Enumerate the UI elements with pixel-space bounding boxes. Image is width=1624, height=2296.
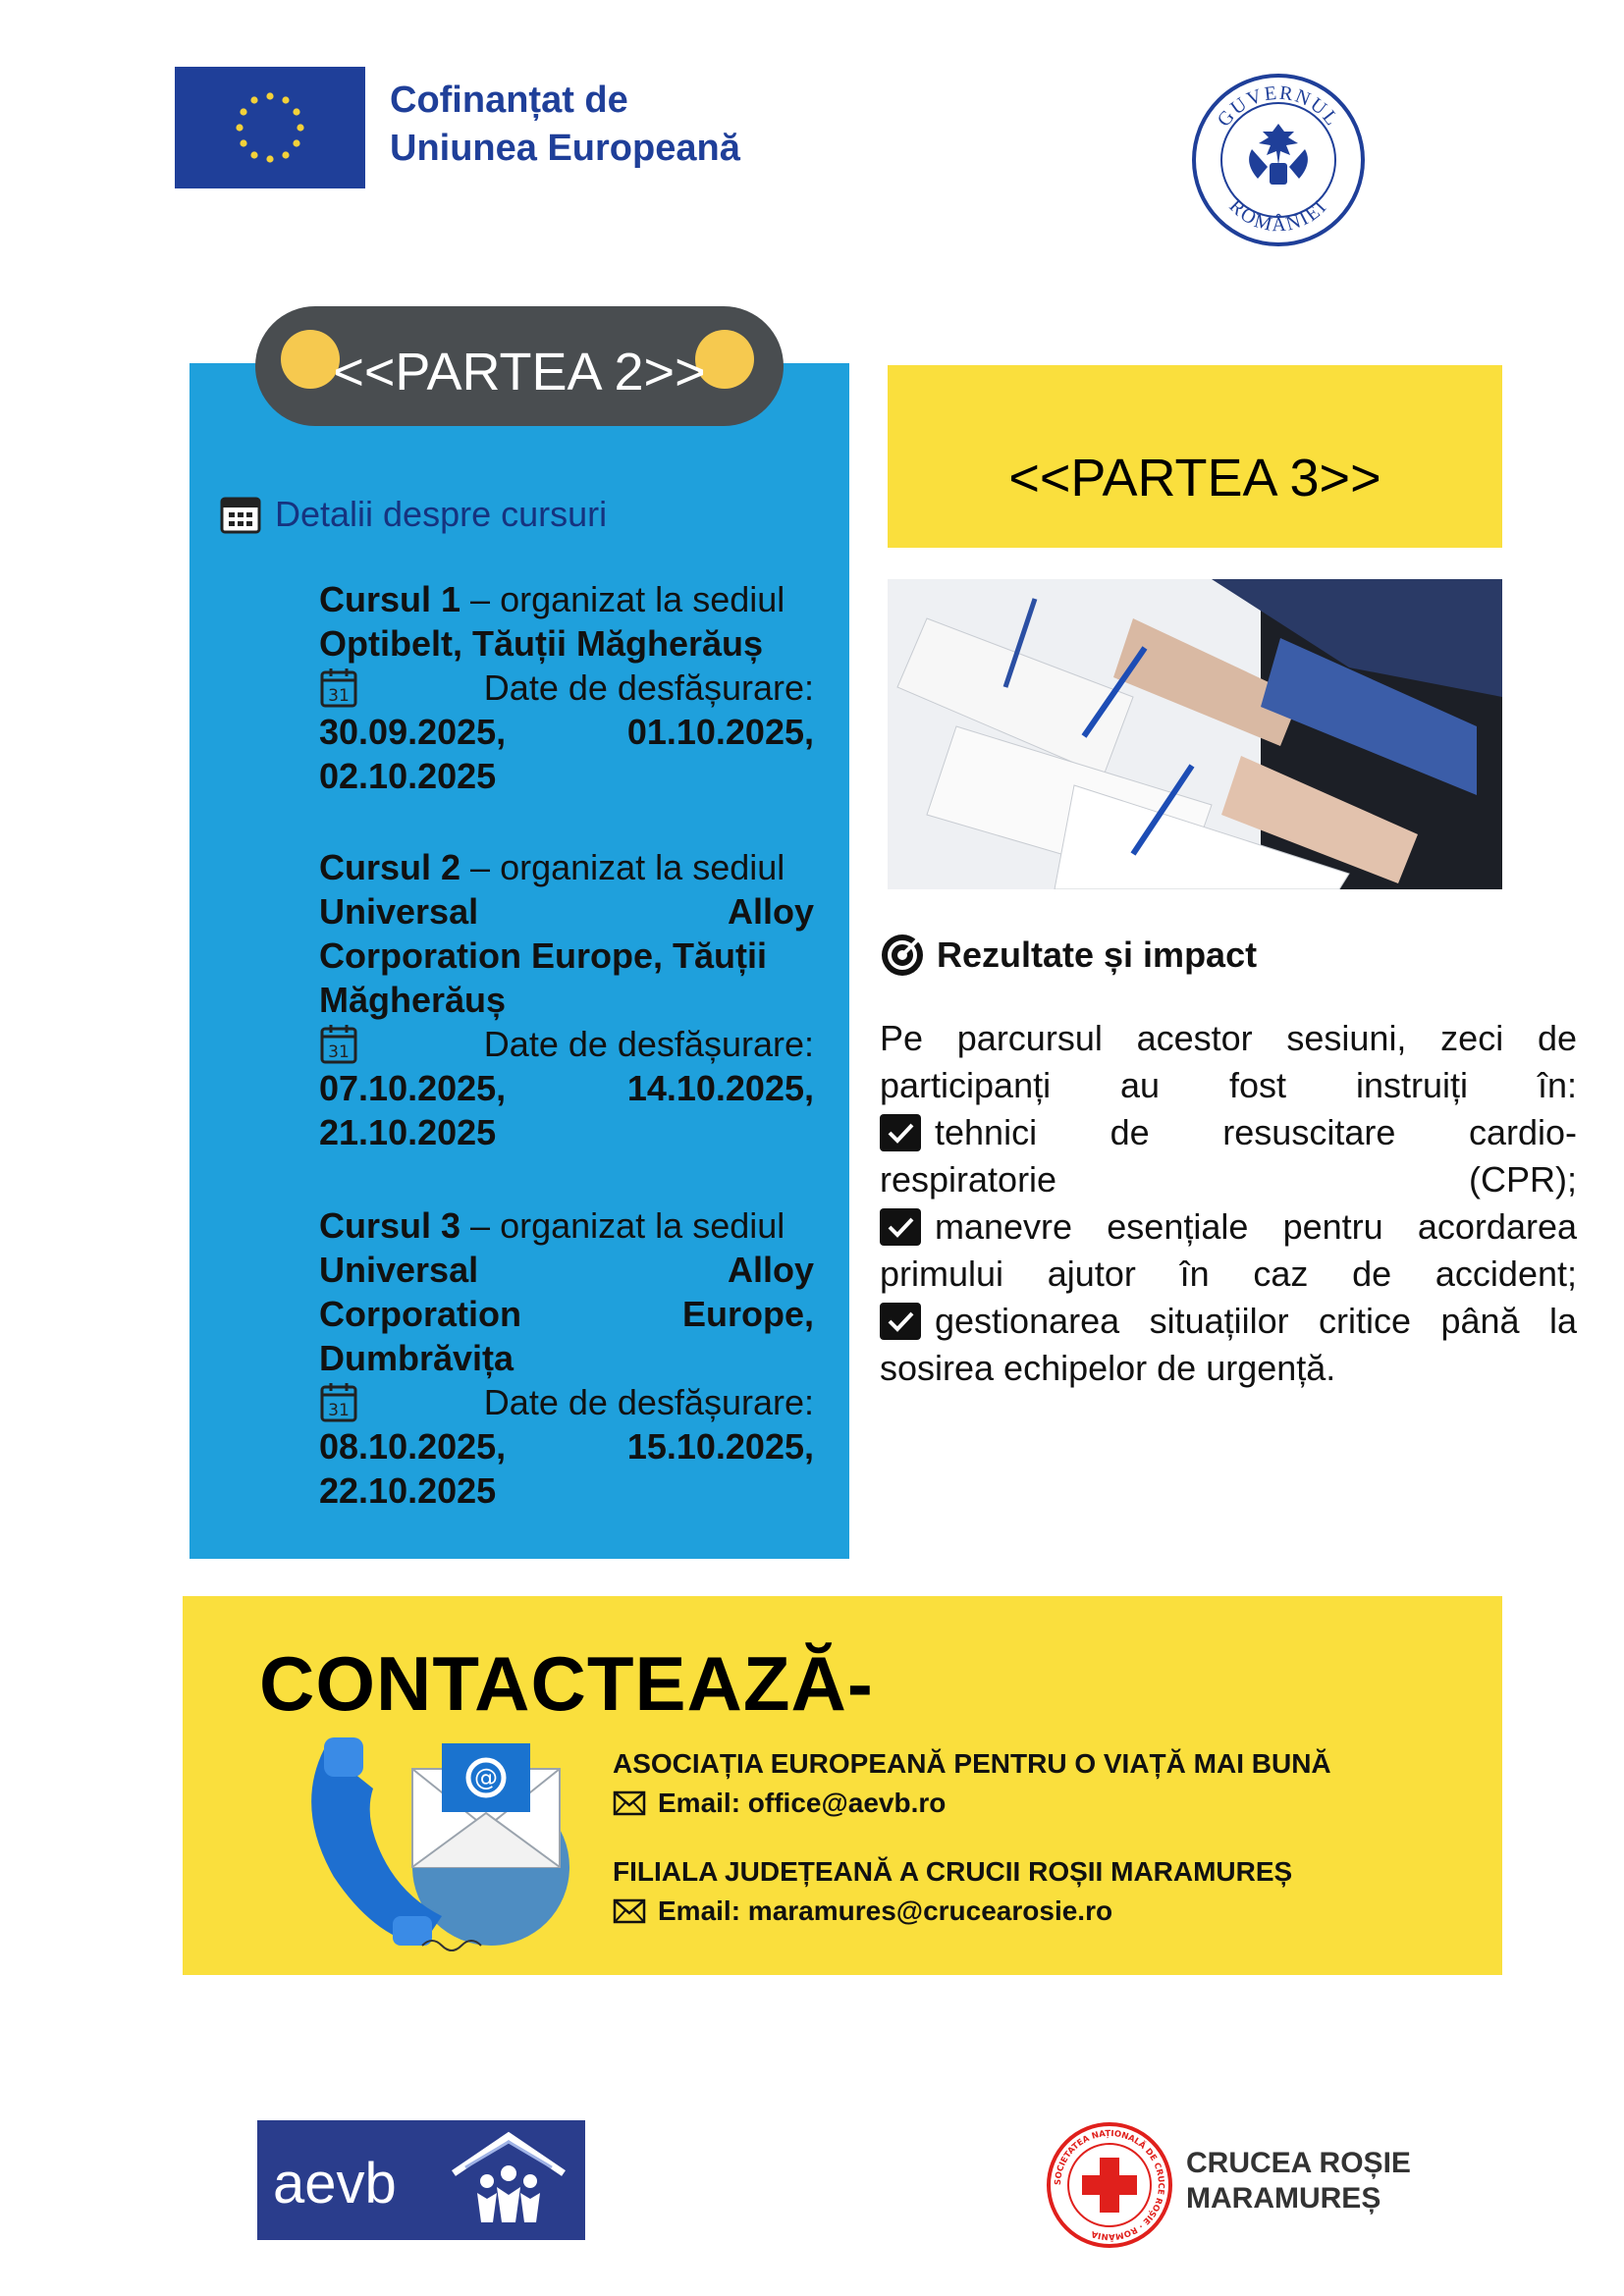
course-location-line-1	[319, 1248, 814, 1292]
course-1	[319, 577, 814, 798]
location-word: Alloy	[727, 1250, 814, 1290]
result-item-text: gestionarea situațiilor critice până la	[935, 1301, 1577, 1341]
svg-text:@: @	[474, 1764, 498, 1791]
course-location-line-2: Corporation Europe, Tăuții	[319, 935, 767, 976]
course-location: Optibelt, Tăuții Măgherăuș	[319, 623, 764, 664]
dates-label: Date de desfășurare:	[483, 1024, 814, 1064]
results-body	[880, 1015, 1577, 1392]
eu-stars-icon	[175, 67, 365, 188]
date-value: 07.10.2025,	[319, 1068, 507, 1108]
government-seal-logo	[1191, 73, 1366, 247]
details-title: Detalii despre cursuri	[275, 494, 608, 534]
calendar-31-icon	[319, 667, 358, 709]
target-icon	[880, 933, 925, 978]
result-item-text: primului ajutor în caz de accident;	[880, 1254, 1577, 1294]
svg-text:31: 31	[328, 1041, 350, 1062]
aevb-logo-text: aevb	[273, 2152, 397, 2216]
date-value: 02.10.2025	[319, 756, 497, 796]
dates-label: Date de desfășurare:	[483, 1382, 814, 1422]
phone-email-illustration	[295, 1720, 589, 1955]
result-item-text: respiratorie (CPR);	[880, 1159, 1577, 1200]
checkbox-icon	[880, 1114, 921, 1151]
seal-text-top: GUVERNUL	[1213, 81, 1344, 132]
course-location-line-1	[319, 889, 814, 934]
eu-line-1: Cofinanțat de	[390, 80, 628, 121]
intro-text: participanți au fost instruiți în:	[880, 1065, 1577, 1105]
contact-title: CONTACTEAZĂ-	[259, 1640, 874, 1727]
email-aevb[interactable]: Email: office@aevb.ro	[658, 1788, 947, 1818]
svg-text:31: 31	[328, 1400, 350, 1420]
red-cross-seal-logo	[1045, 2120, 1174, 2250]
location-word: Corporation	[319, 1294, 521, 1334]
eu-flag-logo	[175, 67, 365, 188]
results-intro-line	[880, 1062, 1577, 1109]
result-item	[880, 1203, 1577, 1251]
seal-text-bottom: ROMÂNIEI	[1224, 194, 1332, 237]
course-name: Cursul 3	[319, 1205, 461, 1246]
course-intro: – organizat la sediul	[460, 579, 785, 619]
result-item	[880, 1109, 1577, 1156]
course-3	[319, 1203, 814, 1513]
date-value: 15.10.2025,	[626, 1426, 814, 1467]
results-title: Rezultate și impact	[937, 934, 1258, 975]
results-intro-line	[880, 1015, 1577, 1062]
date-value: 01.10.2025,	[626, 712, 814, 752]
date-value: 08.10.2025,	[319, 1426, 507, 1467]
location-word: Universal	[319, 891, 479, 932]
org-name-aevb: ASOCIAȚIA EUROPEANĂ PENTRU O VIAȚĂ MAI BUNĂ	[613, 1748, 1331, 1779]
course-intro: – organizat la sediul	[460, 1205, 785, 1246]
cr-line-1: CRUCEA ROȘIE	[1186, 2147, 1411, 2179]
result-item-text: tehnici de resuscitare cardio-	[935, 1112, 1577, 1152]
seal-text: SOCIETATEA NAȚIONALĂ DE CRUCE ROȘIE · ROMÂNIA	[1053, 2128, 1166, 2242]
svg-text:31: 31	[328, 685, 350, 706]
aevb-house-people-icon	[444, 2128, 573, 2232]
calendar-31-icon	[319, 1382, 358, 1423]
course-location-line-3: Măgherăuș	[319, 980, 507, 1020]
course-location-line-3: Dumbrăvița	[319, 1338, 514, 1378]
partea-3-title: <<PARTEA 3>>	[1008, 449, 1381, 507]
date-value: 22.10.2025	[319, 1470, 497, 1511]
org-name-cruce-rosie: FILIALA JUDEȚEANĂ A CRUCII ROȘII MARAMUREȘ	[613, 1856, 1293, 1887]
training-photo	[888, 579, 1502, 889]
location-word: Europe,	[681, 1294, 814, 1334]
course-name: Cursul 2	[319, 847, 461, 887]
result-item-text: manevre esențiale pentru acordarea	[935, 1206, 1577, 1247]
location-word: Universal	[319, 1250, 479, 1290]
eu-line-2: Uniunea Europeană	[390, 128, 740, 169]
email-row-aevb[interactable]	[613, 1785, 946, 1822]
details-heading	[220, 493, 607, 536]
result-item	[880, 1298, 1577, 1345]
calendar-31-icon	[319, 1024, 358, 1065]
eu-cofinancing-text	[390, 77, 740, 173]
checkbox-icon	[880, 1208, 921, 1246]
envelope-icon	[613, 1898, 646, 1924]
course-intro: – organizat la sediul	[460, 847, 785, 887]
calendar-icon	[220, 495, 261, 534]
checkbox-icon	[880, 1303, 921, 1340]
date-value: 21.10.2025	[319, 1112, 497, 1152]
location-word: Alloy	[727, 891, 814, 932]
dates-label: Date de desfășurare:	[483, 667, 814, 708]
course-name: Cursul 1	[319, 579, 461, 619]
email-cruce-rosie[interactable]: Email: maramures@crucearosie.ro	[658, 1896, 1113, 1926]
result-item-text: sosirea echipelor de urgență.	[880, 1348, 1336, 1388]
date-value: 30.09.2025,	[319, 712, 507, 752]
email-row-cruce-rosie[interactable]	[613, 1893, 1112, 1930]
envelope-icon	[613, 1790, 646, 1816]
red-cross-name	[1186, 2146, 1411, 2216]
date-value: 14.10.2025,	[626, 1068, 814, 1108]
intro-text: Pe parcursul acestor sesiuni, zeci de	[880, 1018, 1577, 1058]
course-location-line-2	[319, 1292, 814, 1336]
partea-2-title: <<PARTEA 2>>	[333, 343, 706, 401]
cr-line-2: MARAMUREȘ	[1186, 2182, 1381, 2215]
results-heading	[880, 933, 1257, 978]
course-2	[319, 845, 814, 1154]
